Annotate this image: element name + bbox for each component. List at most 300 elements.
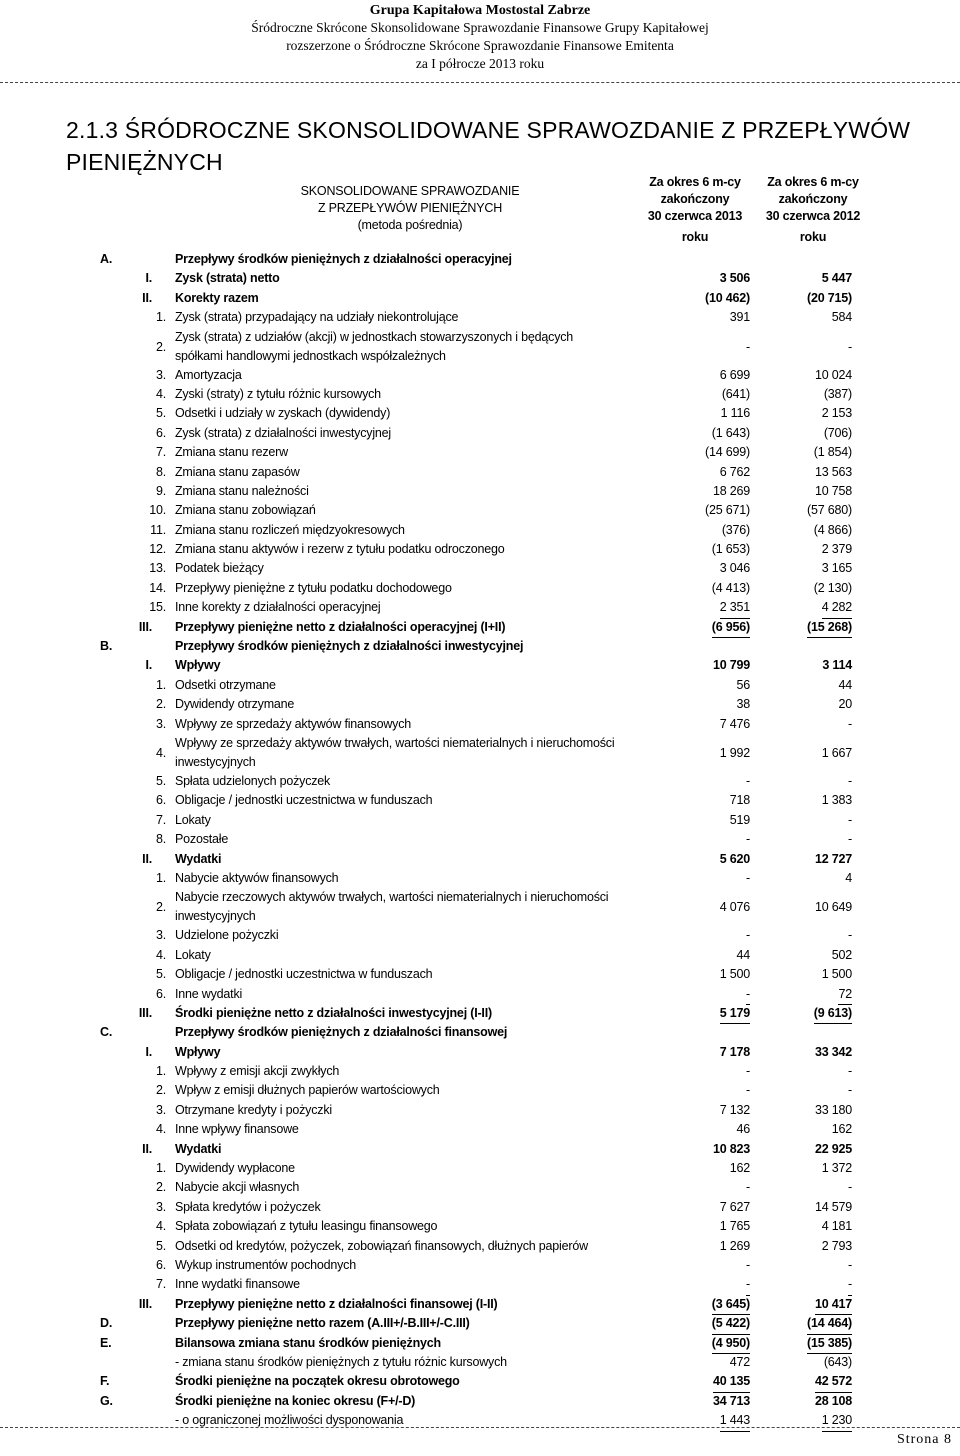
row-label: Wykup instrumentów pochodnych [175, 1257, 356, 1272]
row-number: 1. [155, 1161, 166, 1176]
table-row [0, 1023, 960, 1042]
value-2012: 5 447 [821, 271, 852, 286]
row-label: Pozostałe [175, 832, 229, 847]
row-label: Przepływy środków pieniężnych z działalności inwestycyjnej [175, 639, 524, 654]
row-number: 4. [155, 1122, 166, 1137]
value-2012: 162 [831, 1122, 852, 1137]
value-2012: 2 153 [821, 406, 852, 421]
value-2013: 7 627 [719, 1199, 750, 1214]
table-row [0, 404, 960, 423]
table-row [0, 1353, 960, 1372]
table-row [0, 1372, 960, 1391]
value-2012: - [848, 812, 852, 827]
value-2012: - [848, 928, 852, 943]
statement-column-header [280, 183, 540, 234]
statement-header-line-2: Z PRZEPŁYWÓW PIENIĘŻNYCH [317, 201, 503, 215]
value-2012: - [848, 832, 852, 847]
value-2012: 10 024 [814, 367, 852, 382]
value-2012: 12 727 [814, 851, 852, 866]
column-header-2012 [758, 174, 868, 246]
row-number: 12. [149, 542, 166, 557]
table-row [0, 463, 960, 482]
value-2012: 1 500 [821, 967, 852, 982]
header-line-4: za I półrocze 2013 roku [415, 56, 545, 71]
table-row [0, 521, 960, 540]
value-2013: (641) [721, 386, 750, 401]
row-number: 3. [155, 1199, 166, 1214]
row-number: 3. [155, 367, 166, 382]
value-2012: (4 866) [813, 522, 852, 537]
row-label: Nabycie rzeczowych aktywów trwałych, wartości niematerialnych i nieruchomości inwestycyjnych [175, 890, 609, 924]
row-number: 6. [155, 793, 166, 808]
value-2012: 1 667 [821, 745, 852, 760]
value-2013: 7 476 [719, 716, 750, 731]
value-2013: - [746, 1257, 750, 1272]
value-2012: (20 715) [807, 290, 852, 305]
row-label: Dywidendy otrzymane [175, 697, 295, 712]
row-number: 3. [155, 716, 166, 731]
value-2012: 4 282 [822, 598, 852, 618]
value-2012: (387) [823, 386, 852, 401]
row-label: Przepływy pieniężne netto razem (A.III+/-B.III+/-C.III) [175, 1316, 470, 1331]
row-label: Amortyzacja [175, 367, 242, 382]
table-row [0, 850, 960, 869]
table-row [0, 482, 960, 501]
row-number: 5. [155, 1238, 166, 1253]
value-2013: 162 [729, 1161, 750, 1176]
column-2013-line-3: 30 czerwca 2013 [647, 209, 743, 223]
column-2012-line-1: Za okres 6 m-cy [767, 175, 859, 189]
value-2013: 6 699 [719, 367, 750, 382]
table-row [0, 366, 960, 385]
table-row [0, 385, 960, 404]
value-2012: 13 563 [814, 464, 852, 479]
row-label: Nabycie akcji własnych [175, 1180, 300, 1195]
row-label: Wpływy z emisji akcji zwykłych [175, 1064, 340, 1079]
row-number: 15. [149, 600, 166, 615]
value-2012: 1 230 [822, 1411, 852, 1431]
table-row [0, 965, 960, 984]
header-line-2: Śródroczne Skrócone Skonsolidowane Sprawozdanie Finansowe Grupy Kapitałowej [251, 20, 709, 35]
row-label: Zmiana stanu zobowiązań [175, 503, 316, 518]
table-row [0, 1159, 960, 1178]
table-row [0, 1140, 960, 1159]
section-title-line-2: PIENIĘŻNYCH [66, 149, 223, 175]
value-2012: 28 108 [814, 1393, 852, 1408]
row-number: 8. [155, 464, 166, 479]
row-number: E. [100, 1335, 112, 1350]
table-row [0, 695, 960, 714]
value-2012: - [848, 1180, 852, 1195]
value-2013: (1 643) [711, 425, 750, 440]
value-2013: 4 076 [719, 900, 750, 915]
table-row [0, 656, 960, 675]
row-label: Zysk (strata) netto [175, 271, 280, 286]
value-2013: (25 671) [705, 503, 750, 518]
row-label: Zysk (strata) z działalności inwestycyjnej [175, 425, 391, 440]
row-number: C. [100, 1025, 113, 1040]
row-label: - o ograniczonej możliwości dysponowania [175, 1413, 404, 1428]
value-2013: 46 [736, 1122, 750, 1137]
row-number: 6. [155, 1257, 166, 1272]
table-row [0, 424, 960, 443]
row-label: Środki pieniężne netto z działalności inwestycyjnej (I-II) [175, 1005, 492, 1020]
table-row [0, 1120, 960, 1139]
value-2012: 20 [838, 697, 852, 712]
row-number: 14. [149, 580, 166, 595]
value-2012: 502 [831, 947, 852, 962]
value-2013: 1 500 [719, 967, 750, 982]
value-2012: 33 180 [814, 1102, 852, 1117]
table-row [0, 269, 960, 288]
row-label: Wpływy [175, 658, 221, 673]
value-2013: 391 [729, 310, 750, 325]
column-2013-line-4: roku [681, 230, 709, 244]
row-number: 7. [155, 445, 166, 460]
table-row [0, 1081, 960, 1100]
value-2013: 38 [736, 697, 750, 712]
table-row [0, 985, 960, 1004]
row-label: Inne korekty z działalności operacyjnej [175, 600, 381, 615]
row-number: 8. [155, 832, 166, 847]
value-2013: 1 992 [719, 745, 750, 760]
value-2013: (376) [721, 522, 750, 537]
table-row [0, 715, 960, 734]
row-label: Zmiana stanu zapasów [175, 464, 300, 479]
table-row [0, 926, 960, 945]
value-2012: (706) [823, 425, 852, 440]
value-2012: - [848, 1257, 852, 1272]
value-2013: 718 [729, 793, 750, 808]
row-label: Odsetki i udziały w zyskach (dywidendy) [175, 406, 391, 421]
table-row [0, 946, 960, 965]
row-number: 3. [155, 928, 166, 943]
value-2013: 1 443 [720, 1411, 750, 1431]
row-label: Zmiana stanu należności [175, 483, 309, 498]
row-number: 5. [155, 967, 166, 982]
value-2012: (15 385) [807, 1334, 852, 1354]
value-2012: 33 342 [814, 1044, 852, 1059]
row-label: Wpływy [175, 1044, 221, 1059]
table-row [0, 869, 960, 888]
row-label: Podatek bieżący [175, 561, 264, 576]
page-number: Strona 8 [896, 1432, 952, 1447]
value-2013: 10 799 [712, 658, 750, 673]
table-row [0, 1334, 960, 1353]
row-label: Bilansowa zmiana stanu środków pieniężnych [175, 1335, 441, 1350]
row-number: 2. [155, 900, 166, 915]
table-row [0, 1256, 960, 1275]
row-number: III. [138, 619, 152, 634]
table-row [0, 579, 960, 598]
row-label: - zmiana stanu środków pieniężnych z tytułu różnic kursowych [175, 1354, 507, 1369]
value-2013: (6 956) [712, 618, 750, 638]
row-label: Wydatki [175, 851, 222, 866]
table-row [0, 1392, 960, 1411]
cash-flow-table [0, 250, 960, 1430]
table-row [0, 637, 960, 656]
row-number: B. [100, 639, 113, 654]
value-2012: - [848, 773, 852, 788]
value-2012: 2 793 [821, 1238, 852, 1253]
value-2012: 42 572 [815, 1372, 852, 1392]
table-row [0, 1043, 960, 1062]
column-2013-line-1: Za okres 6 m-cy [649, 175, 741, 189]
table-row [0, 559, 960, 578]
value-2012: 14 579 [814, 1199, 852, 1214]
table-row [0, 618, 960, 637]
table-row [0, 1198, 960, 1217]
value-2012: 44 [838, 677, 852, 692]
value-2012: - [848, 339, 852, 354]
column-2012-line-2: zakończony [778, 192, 848, 206]
row-label: Przepływy pieniężne netto z działalności finansowej (I-II) [175, 1296, 498, 1311]
value-2012: - [848, 1275, 852, 1295]
row-number: 4. [155, 1219, 166, 1234]
row-label: Obligacje / jednostki uczestnictwa w funduszach [175, 793, 433, 808]
value-2013: 18 269 [712, 483, 750, 498]
value-2012: 22 925 [814, 1141, 852, 1156]
value-2012: 10 649 [814, 900, 852, 915]
value-2012: 4 [845, 870, 852, 885]
row-label: Środki pieniężne na koniec okresu (F+/-D) [175, 1393, 416, 1408]
row-number: 1. [155, 870, 166, 885]
value-2012: (643) [823, 1354, 852, 1369]
table-row [0, 289, 960, 308]
value-2013: 44 [736, 947, 750, 962]
row-label: Zmiana stanu rezerw [175, 445, 288, 460]
row-number: 7. [155, 1277, 166, 1292]
value-2012: (2 130) [813, 580, 852, 595]
section-title-line-1: 2.1.3 ŚRÓDROCZNE SKONSOLIDOWANE SPRAWOZDANIE Z PRZEPŁYWÓW [66, 117, 911, 143]
table-row [0, 676, 960, 695]
table-row [0, 1004, 960, 1023]
row-label: Lokaty [175, 947, 211, 962]
row-label: Wydatki [175, 1141, 222, 1156]
table-row [0, 1178, 960, 1197]
row-label: Zyski (straty) z tytułu różnic kursowych [175, 386, 381, 401]
row-label: Spłata udzielonych pożyczek [175, 773, 331, 788]
row-label: Otrzymane kredyty i pożyczki [175, 1102, 332, 1117]
row-label: Dywidendy wypłacone [175, 1161, 295, 1176]
row-number: 9. [155, 483, 166, 498]
row-label: Przepływy pieniężne netto z działalności operacyjnej (I+II) [175, 619, 506, 634]
row-label: Inne wydatki finansowe [175, 1277, 300, 1292]
column-header-2013 [640, 174, 750, 246]
value-2012: 3 114 [822, 658, 852, 673]
statement-header-line-1: SKONSOLIDOWANE SPRAWOZDANIE [300, 184, 520, 198]
value-2013: - [746, 832, 750, 847]
page-header [0, 0, 960, 73]
table-row [0, 830, 960, 849]
value-2012: 10 417 [815, 1295, 852, 1315]
row-label: Inne wpływy finansowe [175, 1122, 299, 1137]
value-2013: 6 762 [719, 464, 750, 479]
value-2013: 7 178 [719, 1044, 750, 1059]
value-2012: 1 383 [821, 793, 852, 808]
value-2013: - [746, 1275, 750, 1295]
value-2012: (9 613) [814, 1004, 852, 1024]
value-2012: - [848, 1064, 852, 1079]
table-row [0, 1217, 960, 1236]
row-number: 4. [155, 745, 166, 760]
value-2012: 2 379 [821, 542, 852, 557]
row-label: Zmiana stanu rozliczeń międzyokresowych [175, 522, 405, 537]
value-2012: (1 854) [813, 445, 852, 460]
table-row [0, 501, 960, 520]
table-row [0, 772, 960, 791]
row-label: Obligacje / jednostki uczestnictwa w funduszach [175, 967, 433, 982]
row-label: Inne wydatki [175, 986, 243, 1001]
row-number: G. [100, 1393, 113, 1408]
table-row [0, 1062, 960, 1081]
value-2012: 10 758 [814, 483, 852, 498]
value-2013: - [746, 1064, 750, 1079]
value-2013: 519 [729, 812, 750, 827]
row-number: 2. [155, 697, 166, 712]
row-label: Przepływy środków pieniężnych z działalności finansowej [175, 1025, 508, 1040]
row-number: 5. [155, 406, 166, 421]
row-label: Nabycie aktywów finansowych [175, 870, 339, 885]
row-number: 3. [155, 1102, 166, 1117]
value-2013: 56 [736, 677, 750, 692]
row-number: 2. [155, 1180, 166, 1195]
row-number: F. [100, 1374, 110, 1389]
table-row [0, 811, 960, 830]
column-2012-line-3: 30 czerwca 2012 [765, 209, 861, 223]
row-number: 4. [155, 386, 166, 401]
value-2013: 3 506 [719, 271, 750, 286]
value-2013: (14 699) [705, 445, 750, 460]
table-row [0, 1101, 960, 1120]
row-label: Wpływ z emisji dłużnych papierów wartościowych [175, 1083, 440, 1098]
table-row [0, 1237, 960, 1256]
value-2013: 34 713 [712, 1393, 750, 1408]
value-2013: - [746, 985, 750, 1005]
value-2013: (10 462) [705, 290, 750, 305]
row-label: Wpływy ze sprzedaży aktywów finansowych [175, 716, 412, 731]
row-number: I. [145, 658, 152, 673]
value-2013: - [746, 773, 750, 788]
value-2013: (1 653) [711, 542, 750, 557]
value-2013: (3 645) [712, 1295, 750, 1315]
value-2012: (14 464) [807, 1314, 852, 1334]
table-row [0, 598, 960, 617]
value-2013: - [746, 339, 750, 354]
column-2012-line-4: roku [799, 230, 827, 244]
row-label: Odsetki otrzymane [175, 677, 276, 692]
column-2013-line-2: zakończony [660, 192, 730, 206]
header-line-3: rozszerzone o Śródroczne Skrócone Sprawozdanie Finansowe Emitenta [286, 38, 674, 53]
value-2013: 1 116 [720, 406, 750, 421]
table-row [0, 250, 960, 269]
value-2013: 472 [729, 1354, 750, 1369]
row-number: 2. [155, 339, 166, 354]
section-title [66, 114, 946, 178]
row-label: Przepływy środków pieniężnych z działalności operacyjnej [175, 252, 512, 266]
row-label: Wpływy ze sprzedaży aktywów trwałych, wartości niematerialnych i nieruchomości inwestycyjnych [175, 735, 615, 769]
value-2013: 7 132 [719, 1102, 750, 1117]
value-2012: - [848, 716, 852, 731]
value-2013: - [746, 928, 750, 943]
value-2012: 3 165 [821, 561, 852, 576]
row-label: Spłata zobowiązań z tytułu leasingu finansowego [175, 1219, 438, 1234]
value-2013: 3 046 [719, 561, 750, 576]
value-2013: 2 351 [720, 598, 750, 618]
table-row [0, 888, 960, 926]
row-number: 6. [155, 986, 166, 1001]
value-2013: (5 422) [712, 1314, 750, 1334]
row-label: Przepływy pieniężne z tytułu podatku dochodowego [175, 580, 452, 595]
row-number: A. [100, 252, 113, 266]
footer-divider [0, 1427, 960, 1428]
row-number: I. [145, 271, 152, 286]
value-2012: 1 372 [821, 1161, 852, 1176]
value-2012: - [848, 1083, 852, 1098]
row-number: 1. [155, 677, 166, 692]
table-row [0, 308, 960, 327]
value-2012: (15 268) [807, 618, 852, 638]
row-number: II. [142, 851, 152, 866]
row-number: 10. [149, 503, 166, 518]
row-number: 4. [155, 947, 166, 962]
row-number: 1. [155, 310, 166, 325]
row-label: Udzielone pożyczki [175, 928, 279, 943]
value-2012: 72 [838, 985, 852, 1005]
value-2012: (57 680) [807, 503, 852, 518]
row-number: I. [145, 1044, 152, 1059]
value-2012: 4 181 [821, 1219, 852, 1234]
row-label: Lokaty [175, 812, 211, 827]
table-row [0, 1314, 960, 1333]
table-row [0, 328, 960, 366]
row-number: 5. [155, 773, 166, 788]
header-divider [0, 82, 960, 83]
table-row [0, 1275, 960, 1294]
row-number: III. [138, 1296, 152, 1311]
table-row [0, 1295, 960, 1314]
row-label: Zysk (strata) z udziałów (akcji) w jednostkach stowarzyszonych i będących spółkami handlowymi jednostkach współzależnych [175, 329, 574, 363]
row-number: D. [100, 1316, 113, 1331]
value-2013: (4 413) [711, 580, 750, 595]
row-number: 1. [155, 1064, 166, 1079]
value-2013: (4 950) [712, 1334, 750, 1354]
table-row [0, 734, 960, 772]
row-label: Zmiana stanu aktywów i rezerw z tytułu podatku odroczonego [175, 542, 505, 557]
table-row [0, 540, 960, 559]
row-label: Odsetki od kredytów, pożyczek, zobowiązań finansowych, dłużnych papierów [175, 1238, 588, 1253]
table-row [0, 443, 960, 462]
row-label: Środki pieniężne na początek okresu obrotowego [175, 1374, 460, 1389]
value-2012: 584 [831, 310, 852, 325]
row-number: III. [138, 1005, 152, 1020]
table-row [0, 791, 960, 810]
row-number: 11. [150, 522, 166, 537]
row-number: 2. [155, 1083, 166, 1098]
statement-header-line-3: (metoda pośrednia) [357, 218, 463, 232]
header-company: Grupa Kapitałowa Mostostal Zabrze [369, 3, 591, 18]
value-2013: 1 765 [719, 1219, 750, 1234]
value-2013: - [746, 870, 750, 885]
row-number: II. [142, 1141, 152, 1156]
row-label: Spłata kredytów i pożyczek [175, 1199, 321, 1214]
row-label: Korekty razem [175, 290, 259, 305]
row-number: 13. [149, 561, 166, 576]
value-2013: 40 135 [713, 1372, 750, 1392]
value-2013: - [746, 1180, 750, 1195]
value-2013: 5 620 [719, 851, 750, 866]
row-number: 7. [155, 812, 166, 827]
